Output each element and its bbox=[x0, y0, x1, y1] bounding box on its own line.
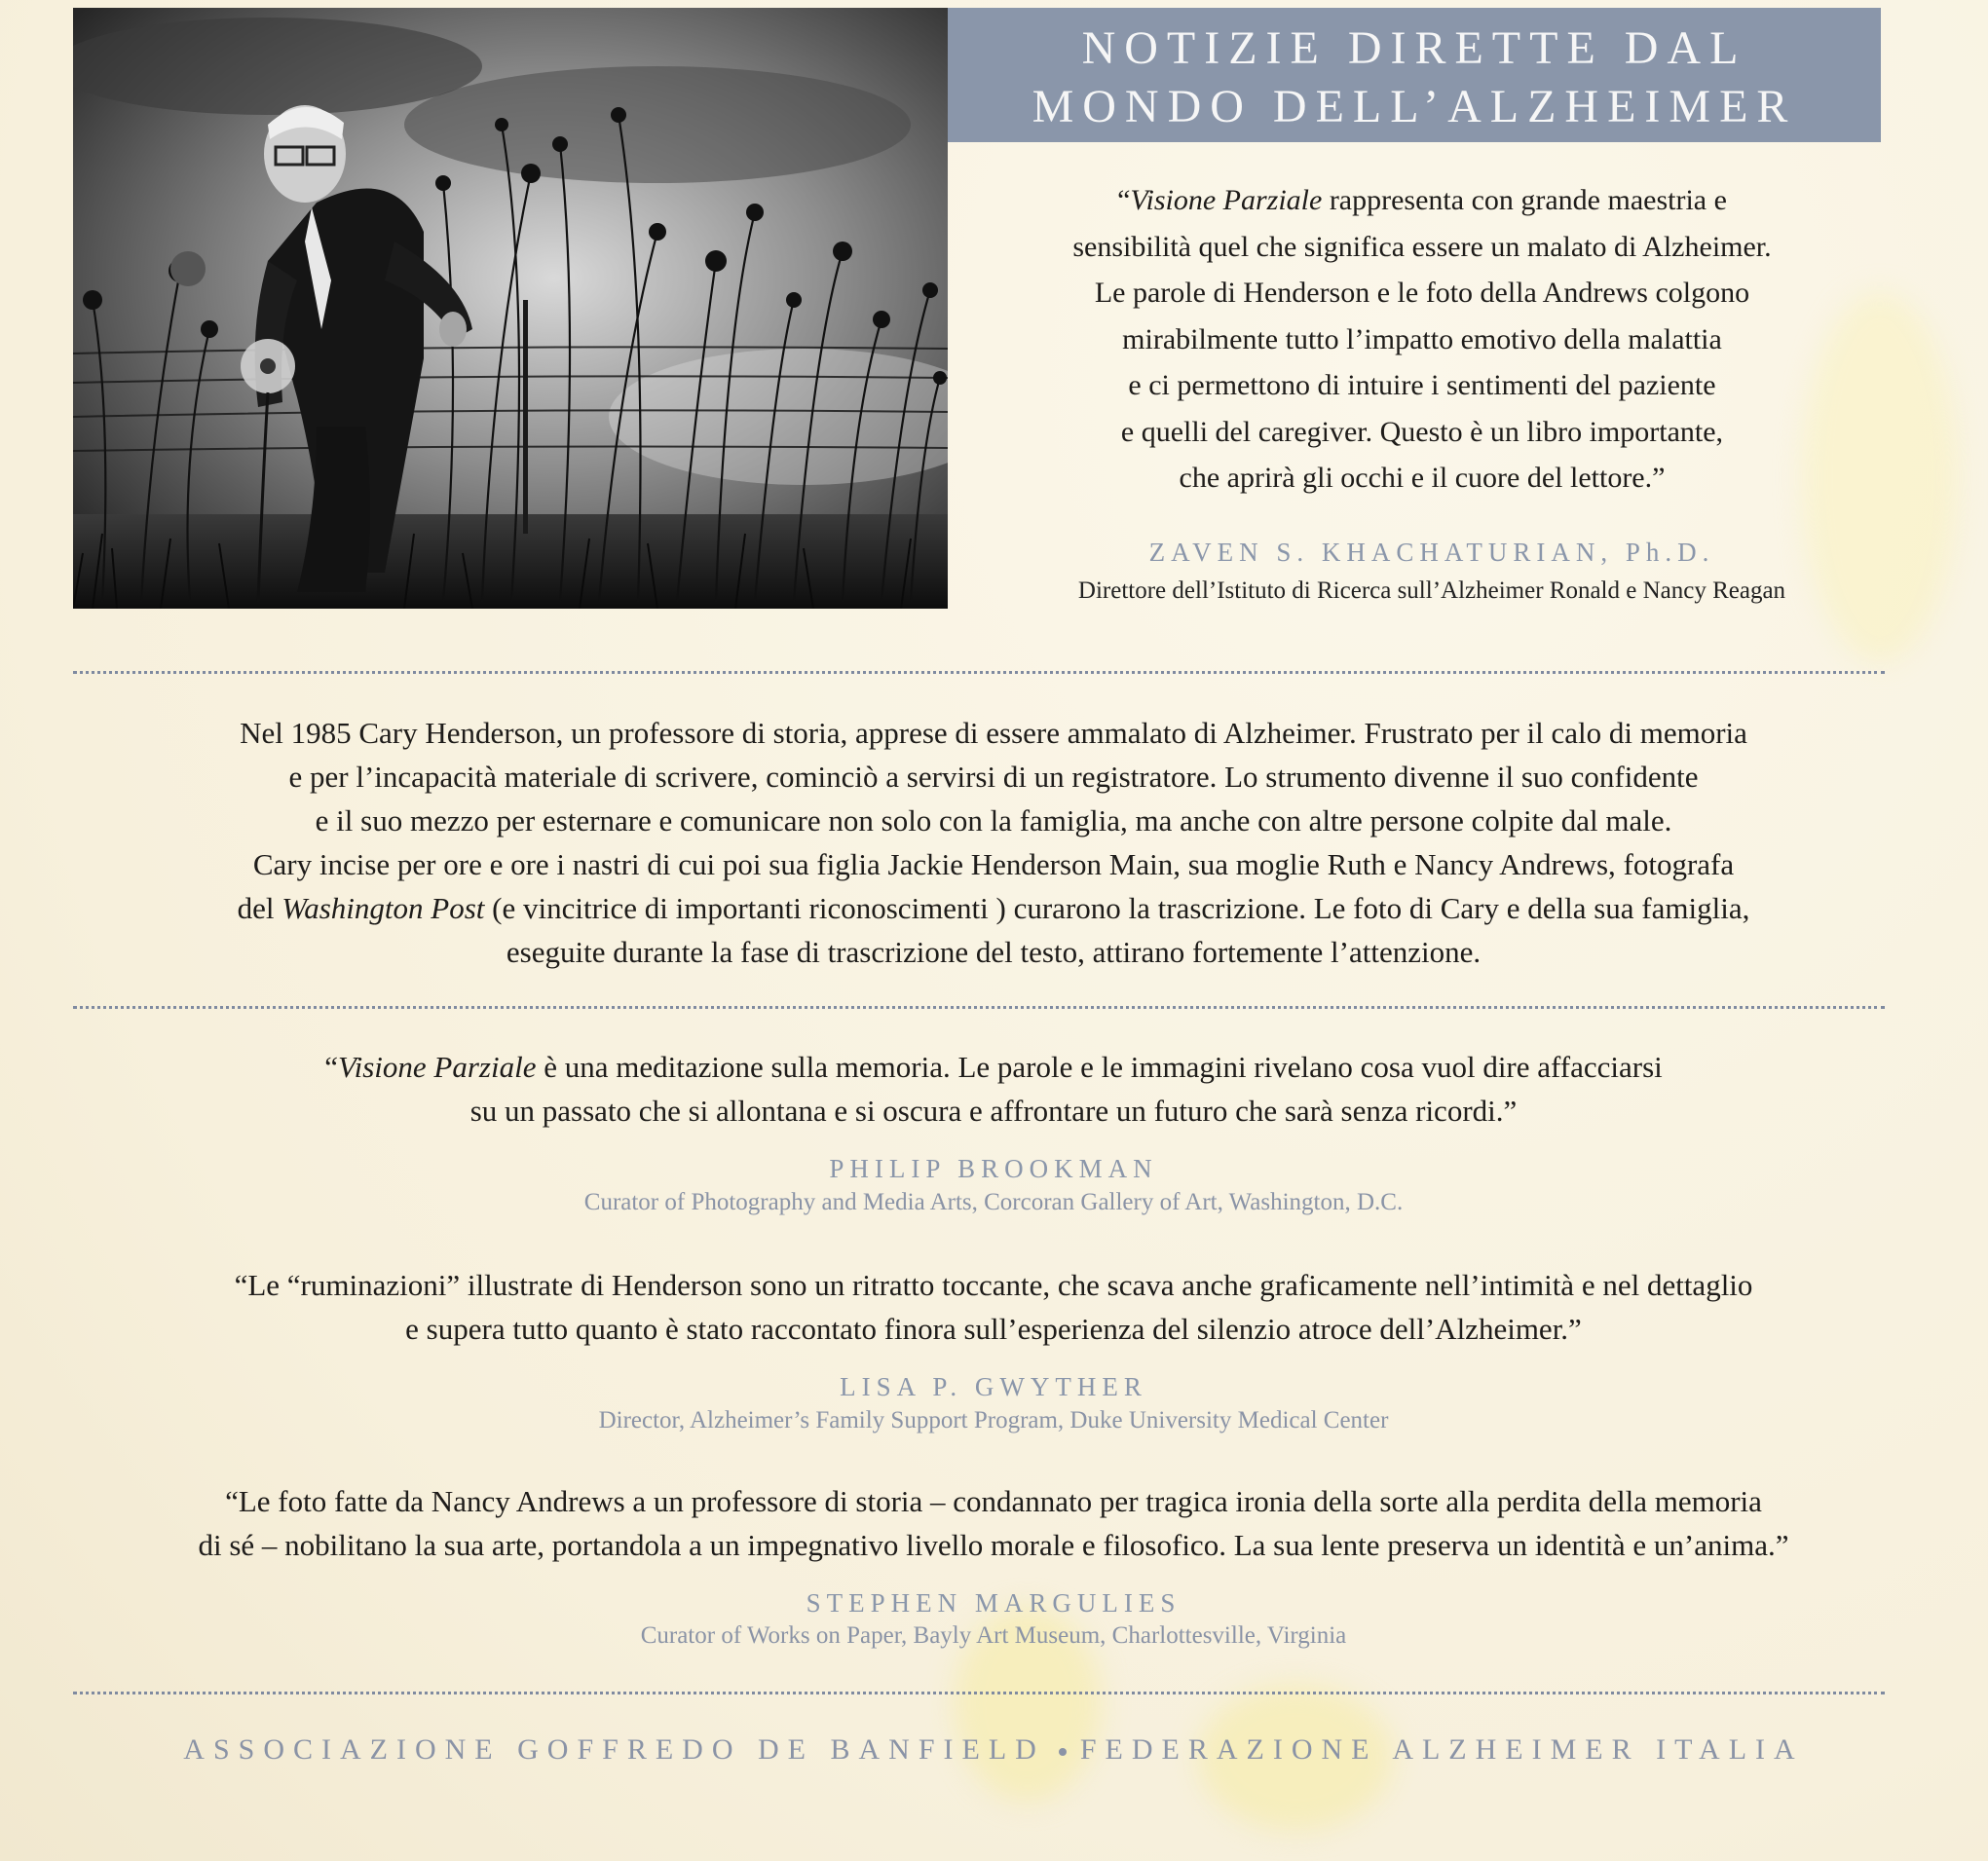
book-title: Visione Parziale bbox=[337, 1050, 537, 1084]
dotted-divider bbox=[73, 1006, 1885, 1009]
banner-title-line1: NOTIZIE DIRETTE DAL bbox=[1081, 22, 1747, 74]
banner-title-line2: MONDO DELL’ALZHEIMER bbox=[1032, 81, 1797, 132]
quote-author: ZAVEN S. KHACHATURIAN, Ph.D. bbox=[1148, 538, 1715, 567]
intro-paragraph bbox=[107, 711, 1880, 974]
quote-author-role: Director, Alzheimer’s Family Support Program, Duke University Medical Center bbox=[598, 1407, 1389, 1433]
quote-line: di sé – nobilitano la sua arte, portandola a un impegnativo livello morale e filosofico. La sua lente preserva un identità e un’anima.” bbox=[198, 1528, 1789, 1562]
quote-line: e supera tutto quanto è stato raccontato finora sull’esperienza del silenzio atroce dell’Alzheimer.” bbox=[405, 1312, 1582, 1346]
quote-author: PHILIP BROOKMAN bbox=[829, 1154, 1158, 1183]
bullet-separator-icon bbox=[1059, 1748, 1067, 1756]
quote-author-role: Curator of Photography and Media Arts, Corcoran Gallery of Art, Washington, D.C. bbox=[583, 1189, 1404, 1215]
paragraph-line: eseguite durante la fase di trascrizione del testo, attirano fortemente l’attenzione. bbox=[506, 935, 1482, 969]
dotted-divider bbox=[73, 1692, 1885, 1694]
publisher-footer bbox=[97, 1733, 1890, 1767]
quote-line: “Le “ruminazioni” illustrate di Henderson sono un ritratto toccante, che scava anche graficamente nell’intimità e nel dettaglio bbox=[234, 1268, 1753, 1302]
title-banner bbox=[948, 8, 1881, 142]
quote-line: sensibilità quel che significa essere un malato di Alzheimer. bbox=[1072, 230, 1772, 263]
newspaper-title: Washington Post bbox=[281, 891, 485, 925]
quote-line: “Visione Parziale è una meditazione sulla memoria. Le parole e le immagini rivelano cosa vuol dire affacciarsi bbox=[324, 1050, 1663, 1084]
book-title: Visione Parziale bbox=[1130, 184, 1323, 216]
paragraph-line: del Washington Post (e vincitrice di importanti riconoscimenti ) curarono la trascrizione. Le foto di Cary e della sua famiglia, bbox=[237, 891, 1750, 925]
quote-line: “Le foto fatte da Nancy Andrews a un professore di storia – condannato per tragica ironia della sorte alla perdita della memoria bbox=[225, 1484, 1762, 1518]
quote-author: LISA P. GWYTHER bbox=[840, 1372, 1147, 1401]
quote-line: “Visione Parziale rappresenta con grande maestria e bbox=[1117, 184, 1727, 216]
quote-author-role: Curator of Works on Paper, Bayly Art Museum, Charlottesville, Virginia bbox=[640, 1622, 1347, 1649]
quote-khachaturian bbox=[1003, 177, 1841, 502]
photo-man-walking-in-wildflowers-icon bbox=[73, 8, 948, 609]
quote-line: su un passato che si allontana e si oscura e affrontare un futuro che sarà senza ricordi.” bbox=[469, 1094, 1518, 1128]
quote-gwyther bbox=[97, 1263, 1890, 1351]
quote-author-role: Direttore dell’Istituto di Ricerca sull’Alzheimer Ronald e Nancy Reagan bbox=[1077, 577, 1786, 604]
quote-line: e quelli del caregiver. Questo è un libro importante, bbox=[1120, 415, 1724, 448]
quote-brookman bbox=[97, 1045, 1890, 1133]
dotted-divider bbox=[73, 671, 1885, 674]
paragraph-line: e per l’incapacità materiale di scrivere, cominciò a servirsi di un registratore. Lo strumento divenne il suo confidente bbox=[288, 760, 1699, 794]
paragraph-line: e il suo mezzo per esternare e comunicare non solo con la famiglia, ma anche con altre persone colpite dal male. bbox=[315, 803, 1672, 837]
cover-photo bbox=[73, 8, 948, 609]
quote-line: mirabilmente tutto l’impatto emotivo della malattia bbox=[1122, 322, 1722, 355]
quote-line: che aprirà gli occhi e il cuore del lettore.” bbox=[1179, 462, 1666, 494]
quote-line: e ci permettono di intuire i sentimenti del paziente bbox=[1128, 369, 1716, 401]
quote-line: Le parole di Henderson e le foto della Andrews colgono bbox=[1094, 277, 1750, 309]
quote-margulies bbox=[97, 1479, 1890, 1567]
quote-author: STEPHEN MARGULIES bbox=[806, 1588, 1182, 1618]
footer-association: ASSOCIAZIONE GOFFREDO DE BANFIELD bbox=[183, 1733, 1045, 1766]
paragraph-line: Nel 1985 Cary Henderson, un professore di storia, apprese di essere ammalato di Alzheimer. Frustrato per il calo di memoria bbox=[240, 716, 1747, 750]
footer-federation: FEDERAZIONE ALZHEIMER ITALIA bbox=[1079, 1733, 1804, 1766]
paragraph-line: Cary incise per ore e ore i nastri di cui poi sua figlia Jackie Henderson Main, sua moglie Ruth e Nancy Andrews, fotografa bbox=[252, 847, 1735, 881]
